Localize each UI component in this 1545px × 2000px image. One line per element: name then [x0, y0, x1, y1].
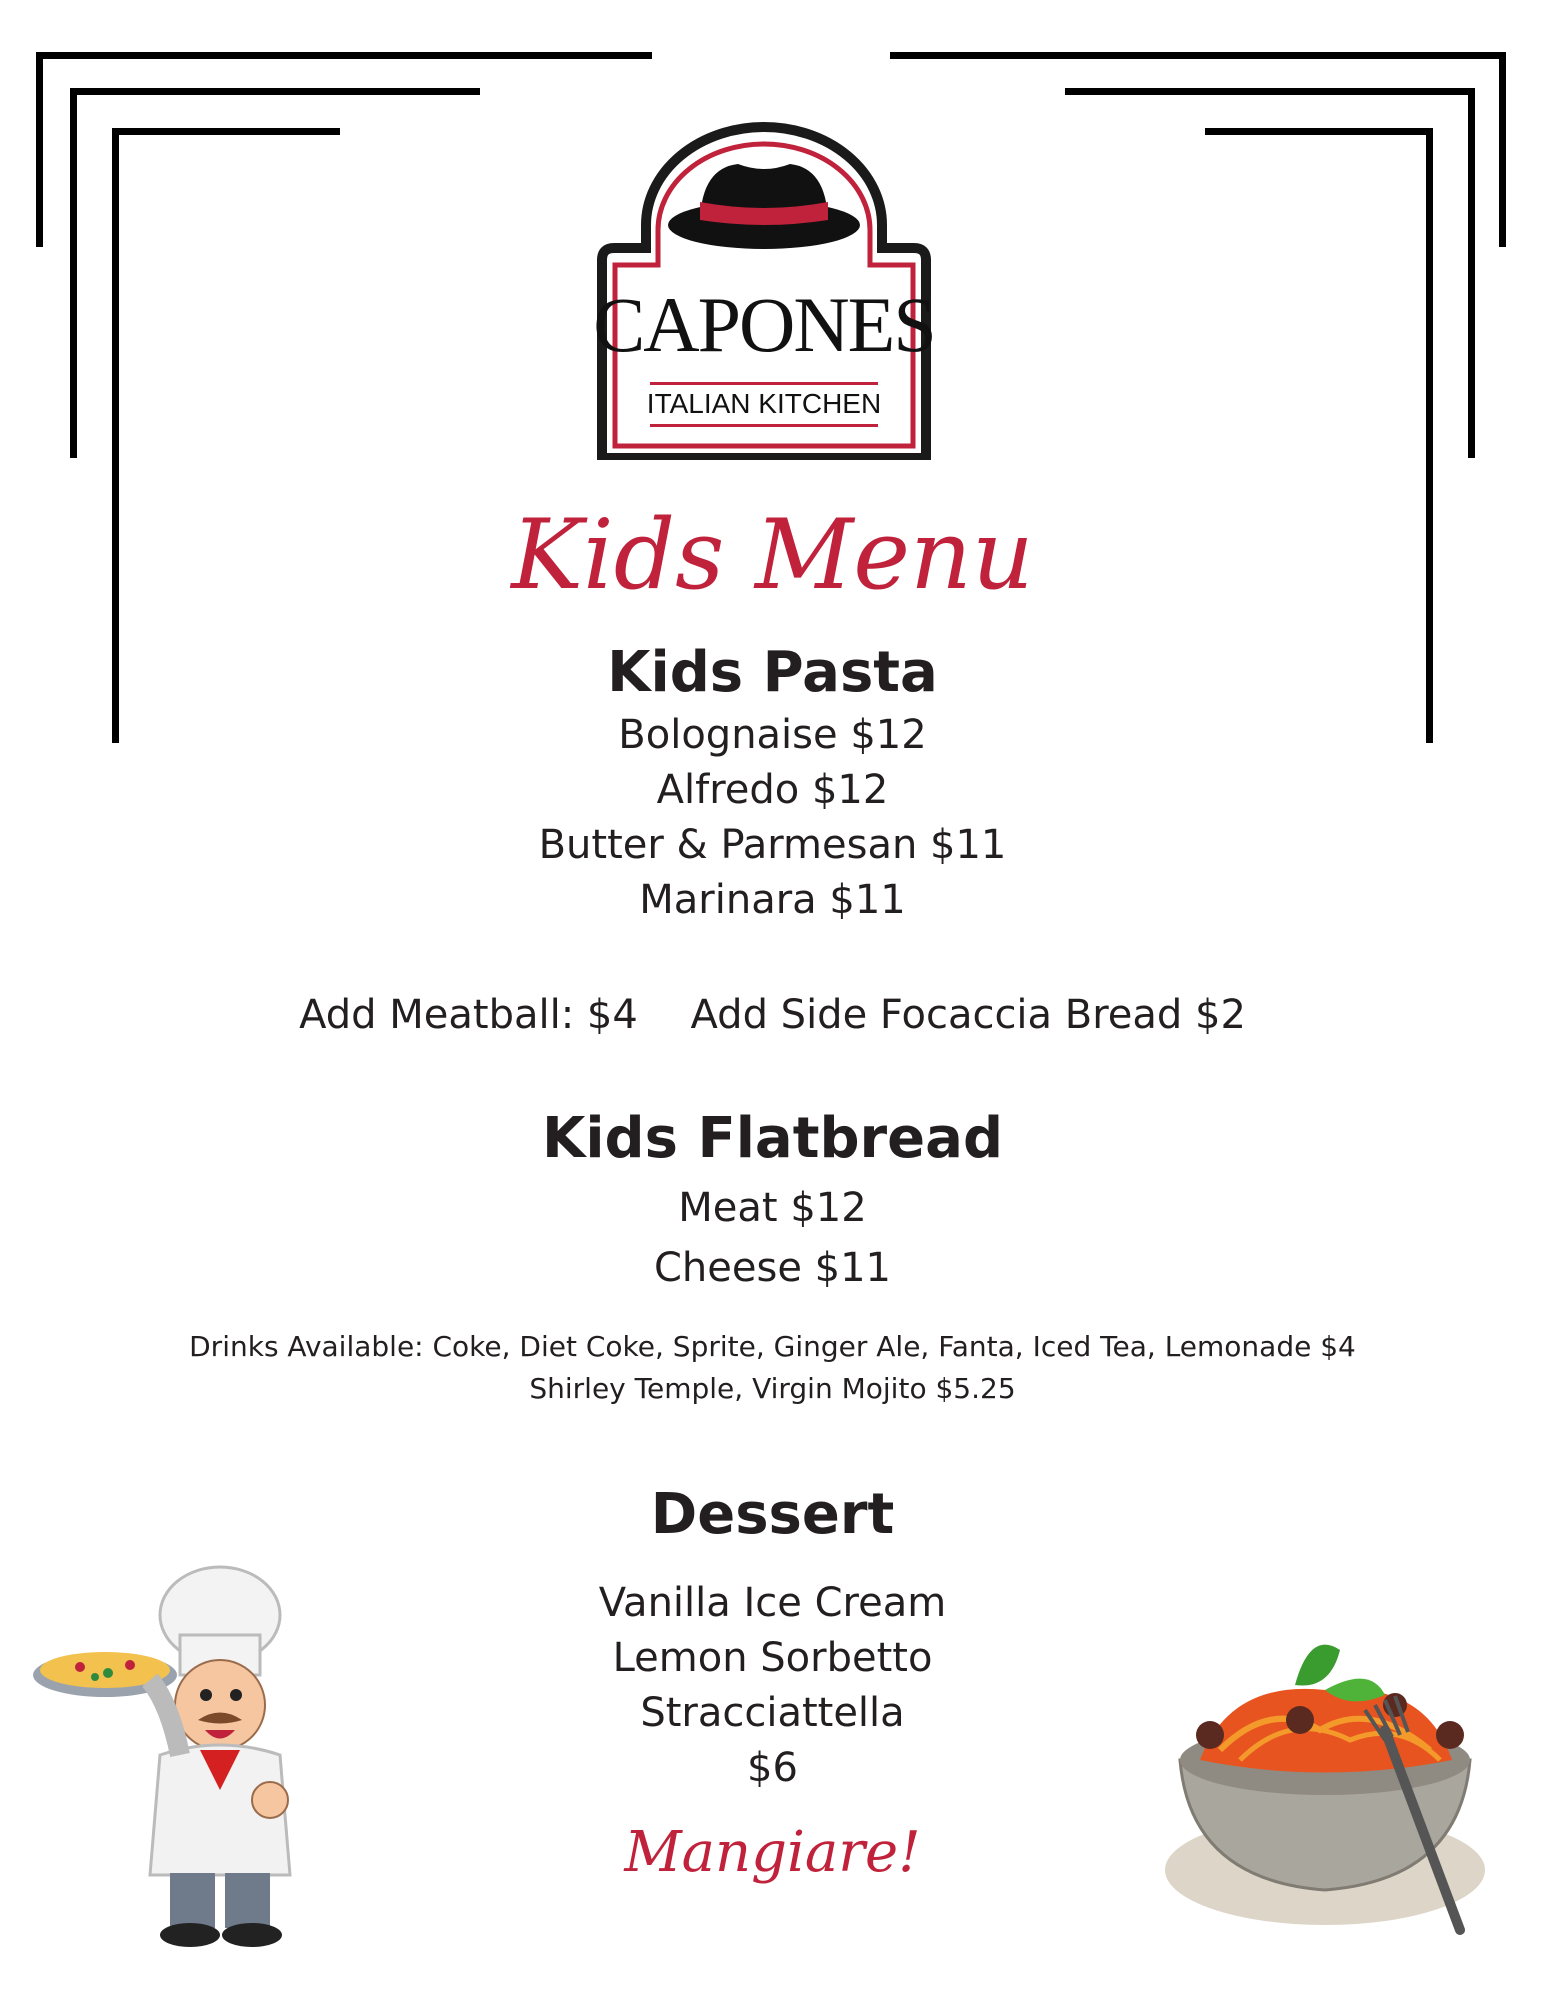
drinks-line: Shirley Temple, Virgin Mojito $5.25	[529, 1372, 1016, 1405]
closing-text: Mangiare!	[624, 1820, 921, 1885]
menu-item: Cheese $11	[653, 1245, 891, 1291]
restaurant-logo	[590, 120, 938, 460]
section-heading-pasta: Kids Pasta	[607, 640, 938, 705]
menu-item: Lemon Sorbetto	[612, 1635, 933, 1681]
menu-item: Meat $12	[678, 1185, 867, 1231]
menu-item: Bolognaise $12	[618, 712, 927, 758]
menu-item: Vanilla Ice Cream	[598, 1580, 947, 1626]
dessert-price: $6	[747, 1745, 798, 1791]
logo-name: CAPONES	[593, 281, 935, 368]
menu-item: Alfredo $12	[656, 767, 889, 813]
section-heading-dessert: Dessert	[650, 1482, 895, 1547]
addon-item: Add Side Focaccia Bread $2	[690, 992, 1246, 1038]
flatbread-list	[0, 1178, 1545, 1298]
menu-item: Butter & Parmesan $11	[538, 822, 1007, 868]
menu-title: Kids Menu	[511, 499, 1034, 611]
drinks-line: Drinks Available: Coke, Diet Coke, Sprite, Ginger Ale, Fanta, Iced Tea, Lemonade $4	[189, 1330, 1356, 1363]
menu-item: Marinara $11	[639, 877, 906, 923]
drinks-info	[0, 1326, 1545, 1410]
spaghetti-bowl-illustration	[1160, 1610, 1520, 1974]
logo-tagline-rule-bottom	[650, 424, 878, 427]
pasta-addons	[0, 988, 1545, 1043]
logo-tagline: ITALIAN KITCHEN	[646, 388, 882, 419]
addon-item: Add Meatball: $4	[299, 992, 638, 1038]
chef-with-pizza-illustration	[30, 1555, 340, 1959]
section-heading-flatbread: Kids Flatbread	[541, 1106, 1004, 1171]
menu-item: Stracciattella	[640, 1690, 905, 1736]
logo-tagline-rule-top	[650, 382, 878, 385]
pasta-list	[0, 708, 1545, 928]
